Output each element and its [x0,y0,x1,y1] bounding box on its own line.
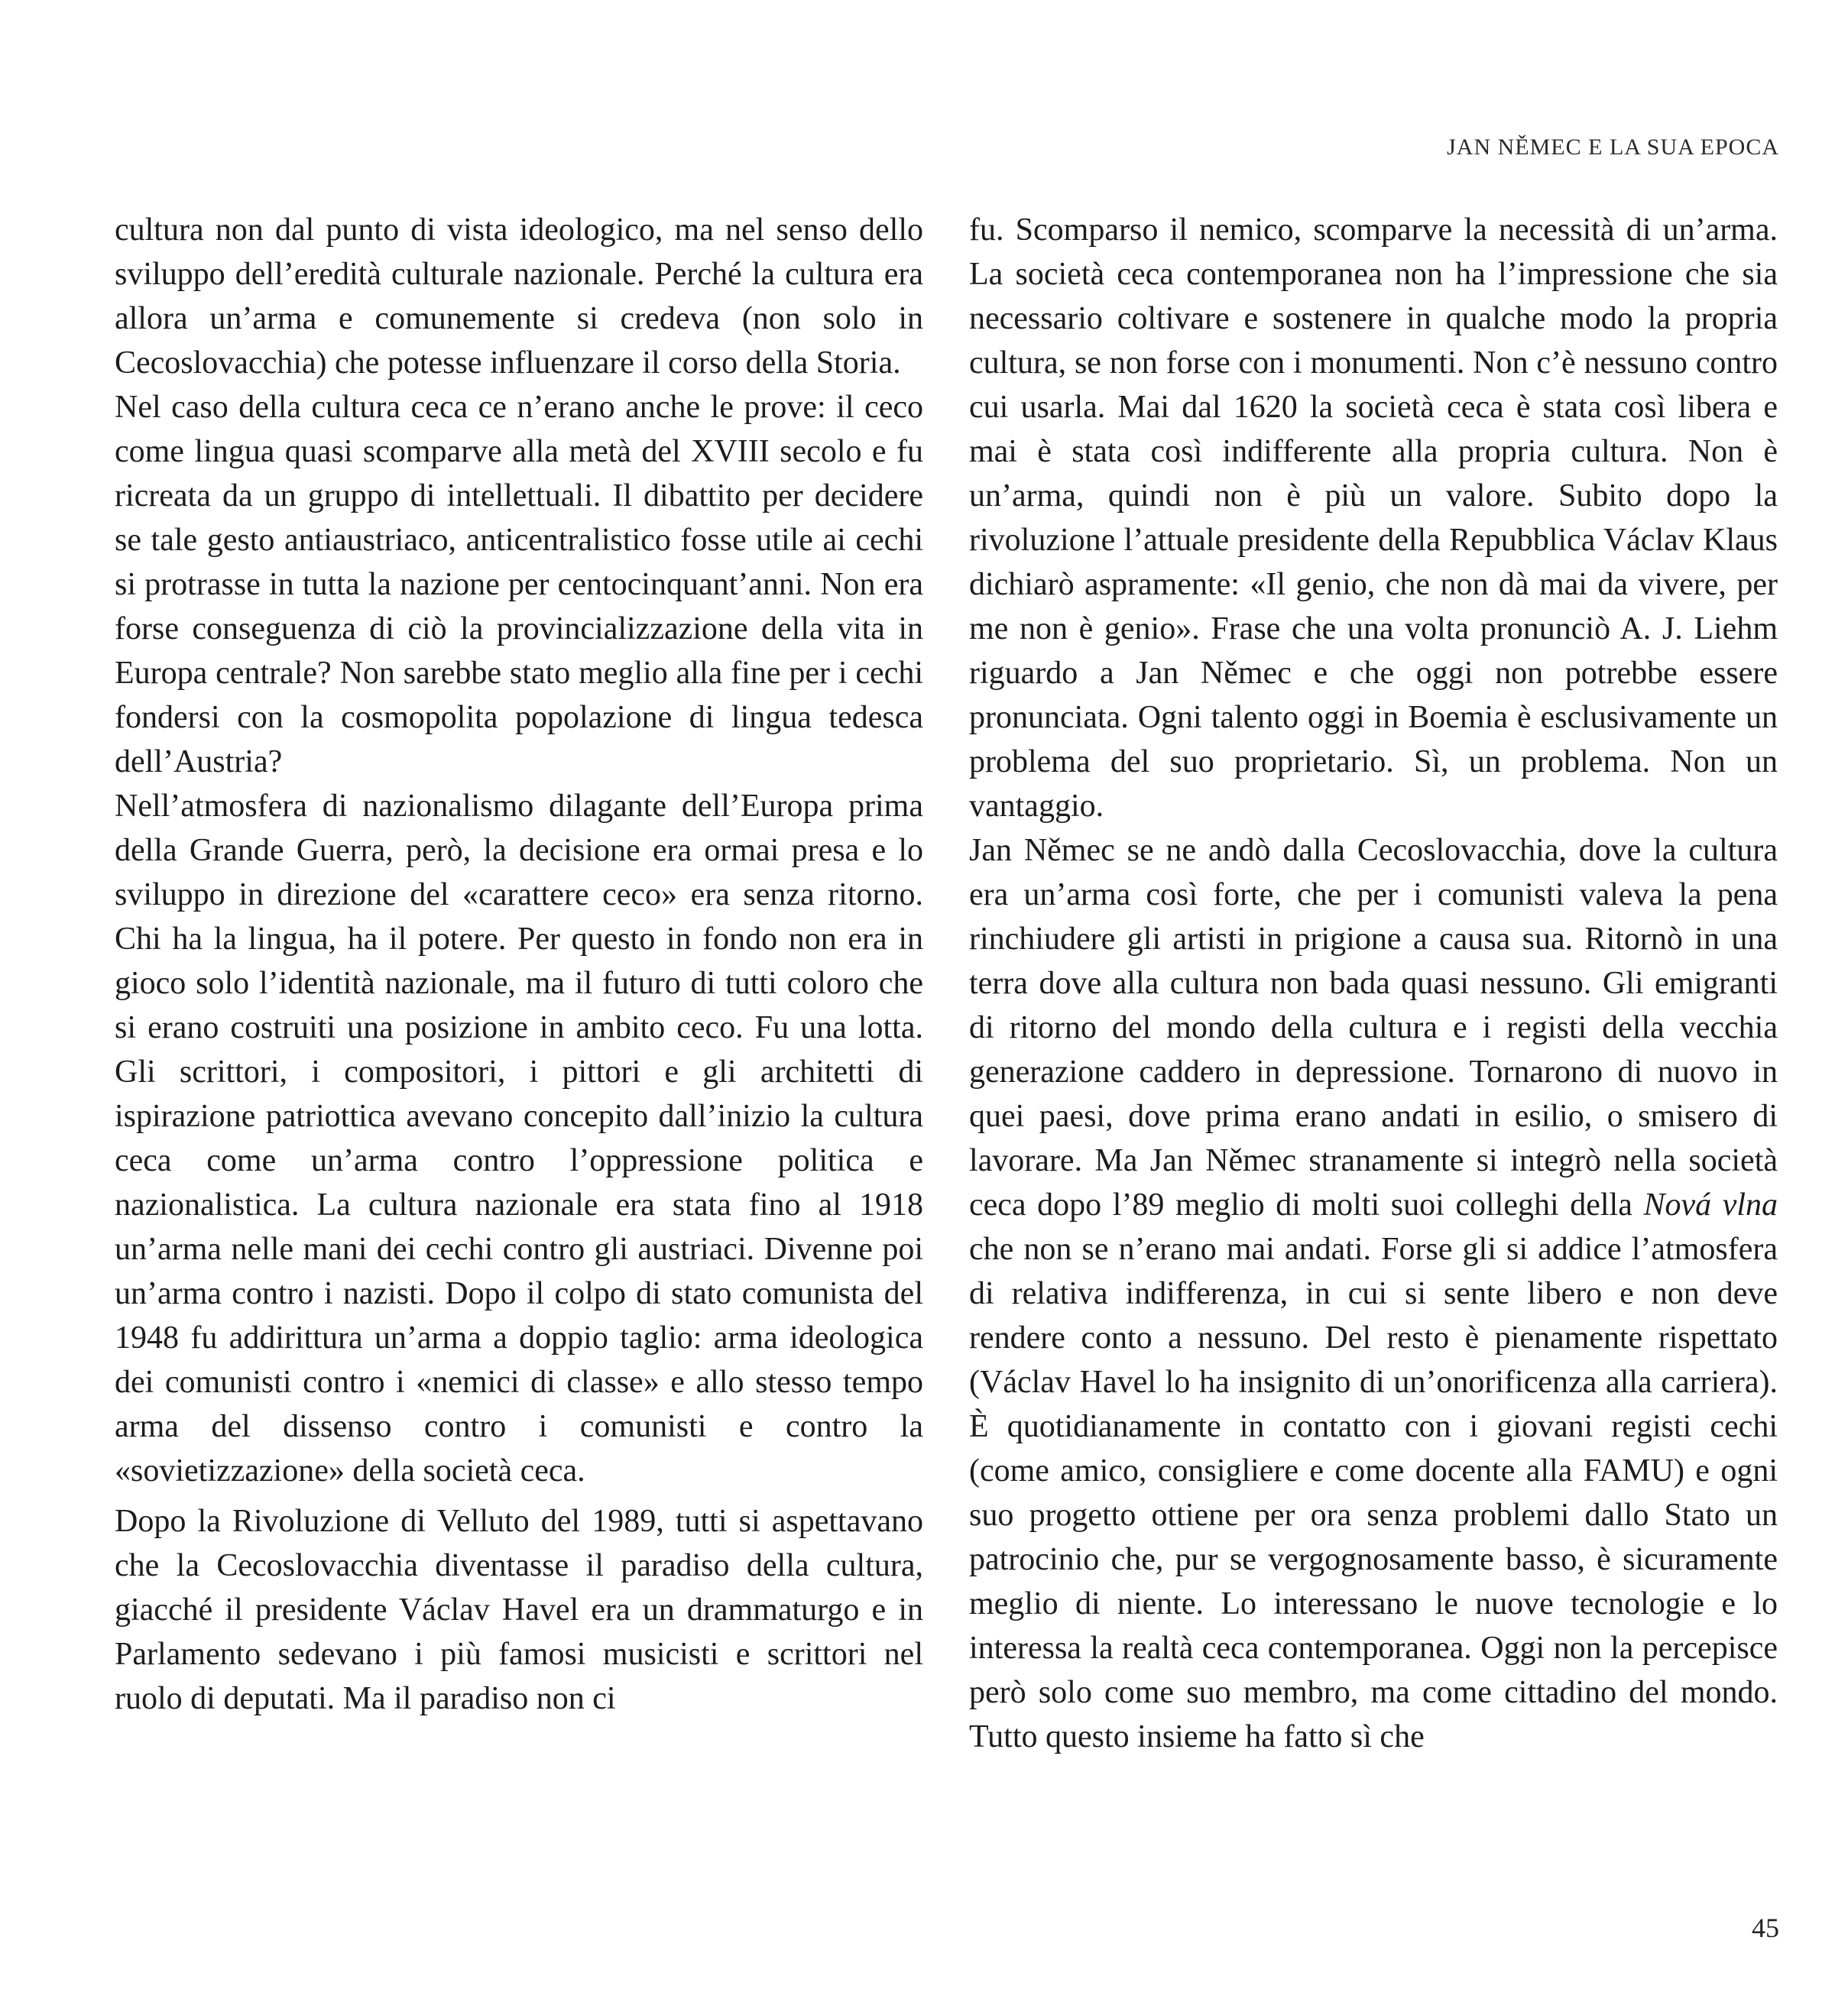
running-head: JAN NĚMEC E LA SUA EPOCA [1447,134,1779,160]
paragraph [969,828,1778,1759]
right-column [969,208,1778,1759]
left-column [115,208,923,1721]
paragraph: Nell’atmosfera di nazionalismo dilagante dell’Europa prima della Grande Guerra, però, la decisione era ormai presa e lo sviluppo in direzione del «carattere ceco» era senza ritorno. Chi ha la lingua, ha il potere. Per questo in fondo non era in gioco solo l’identità nazionale, ma il futuro di tutti coloro che si erano costruiti una posizione in ambito ceco. Fu una lotta. Gli scrittori, i compositori, i pittori e gli architetti di ispirazione patriottica avevano concepito dall’inizio la cultura ceca come un’arma contro l’oppressione politica e nazionalistica. La cultura nazionale era stata fino al 1918 un’arma nelle mani dei cechi contro gli austriaci. Divenne poi un’arma contro i nazisti. Dopo il colpo di stato comunista del 1948 fu addirittura un’arma a doppio taglio: arma ideologica dei comunisti contro i «nemici di classe» e allo stesso tempo arma del dissenso contro i comunisti e contro la «sovietizzazione» della società ceca. [115,789,923,1489]
page-number: 45 [1752,1913,1779,1943]
paragraph: cultura non dal punto di vista ideologico, ma nel senso dello sviluppo dell’eredità culturale nazionale. Perché la cultura era allora un’arma e comunemente si credeva (non solo in Cecoslovacchia) che potesse influenzare il corso della Storia. [115,212,923,381]
paragraph: fu. Scomparso il nemico, scomparve la necessità di un’arma. La società ceca contemporanea non ha l’impressione che sia necessario coltivare e sostenere in qualche modo la propria cultura, se non forse con i monumenti. Non c’è nessuno contro cui usarla. Mai dal 1620 la società ceca è stata così libera e mai è stata così indifferente alla propria cultura. Non è un’arma, quindi non è più un valore. Subito dopo la rivoluzione l’attuale presidente della Repubblica Václav Klaus dichiarò aspramente: «Il genio, che non dà mai da vivere, per me non è genio». Frase che una volta pronunciò A. J. Liehm riguardo a Jan Němec e che oggi non potrebbe essere pronunciata. Ogni talento oggi in Boemia è esclusivamente un problema del suo proprietario. Sì, un problema. Non un vantaggio. [969,212,1778,824]
italic-title: Nová vlna [1643,1187,1778,1223]
paragraph: Nel caso della cultura ceca ce n’erano anche le prove: il ceco come lingua quasi scomparve alla metà del XVIII secolo e fu ricreata da un gruppo di intellettuali. Il dibattito per decidere se tale gesto antiaustriaco, anticentralistico fosse utile ai cechi si protrasse in tutta la nazione per centocinquant’anni. Non era forse conseguenza di ciò la provincializzazione della vita in Europa centrale? Non sarebbe stato meglio alla fine per i cechi fondersi con la cosmopolita popolazione di lingua tedesca dell’Austria? [115,390,923,779]
paragraph: Dopo la Rivoluzione di Velluto del 1989, tutti si aspettavano che la Cecoslovacchia diventasse il paradiso della cultura, giacché il presidente Václav Havel era un drammaturgo e in Parlamento sedevano i più famosi musicisti e scrittori nel ruolo di deputati. Ma il paradiso non ci [115,1504,923,1716]
text-run: che non se n’erano mai andati. Forse gli si addice l’atmosfera di relativa indifferenza, in cui si sente libero e non deve rendere conto a nessuno. Del resto è pienamente rispettato (Václav Havel lo ha insignito di un’onorificenza alla carriera). È quotidianamente in contatto con i giovani registi cechi (come amico, consigliere e come docente alla FAMU) e ogni suo progetto ottiene per ora senza problemi dallo Stato un patrocinio che, pur se vergognosamente basso, è sicuramente meglio di niente. Lo interessano le nuove tecnologie e lo interessa la realtà ceca contemporanea. Oggi non la percepisce però solo come suo membro, ma come cittadino del mondo. Tutto questo insieme ha fatto sì che [969,1232,1778,1754]
text-run: Jan Němec se ne andò dalla Cecoslovacchia, dove la cultura era un’arma così forte, che per i comunisti valeva la pena rinchiudere gli artisti in prigione a causa sua. Ritornò in una terra dove alla cultura non bada quasi nessuno. Gli emigranti di ritorno del mondo della cultura e i registi della vecchia generazione caddero in depressione. Tornarono di nuovo in quei paesi, dove prima erano andati in esilio, o smisero di lavorare. Ma Jan Němec stranamente si integrò nella società ceca dopo l’89 meglio di molti suoi colleghi della [969,833,1778,1223]
